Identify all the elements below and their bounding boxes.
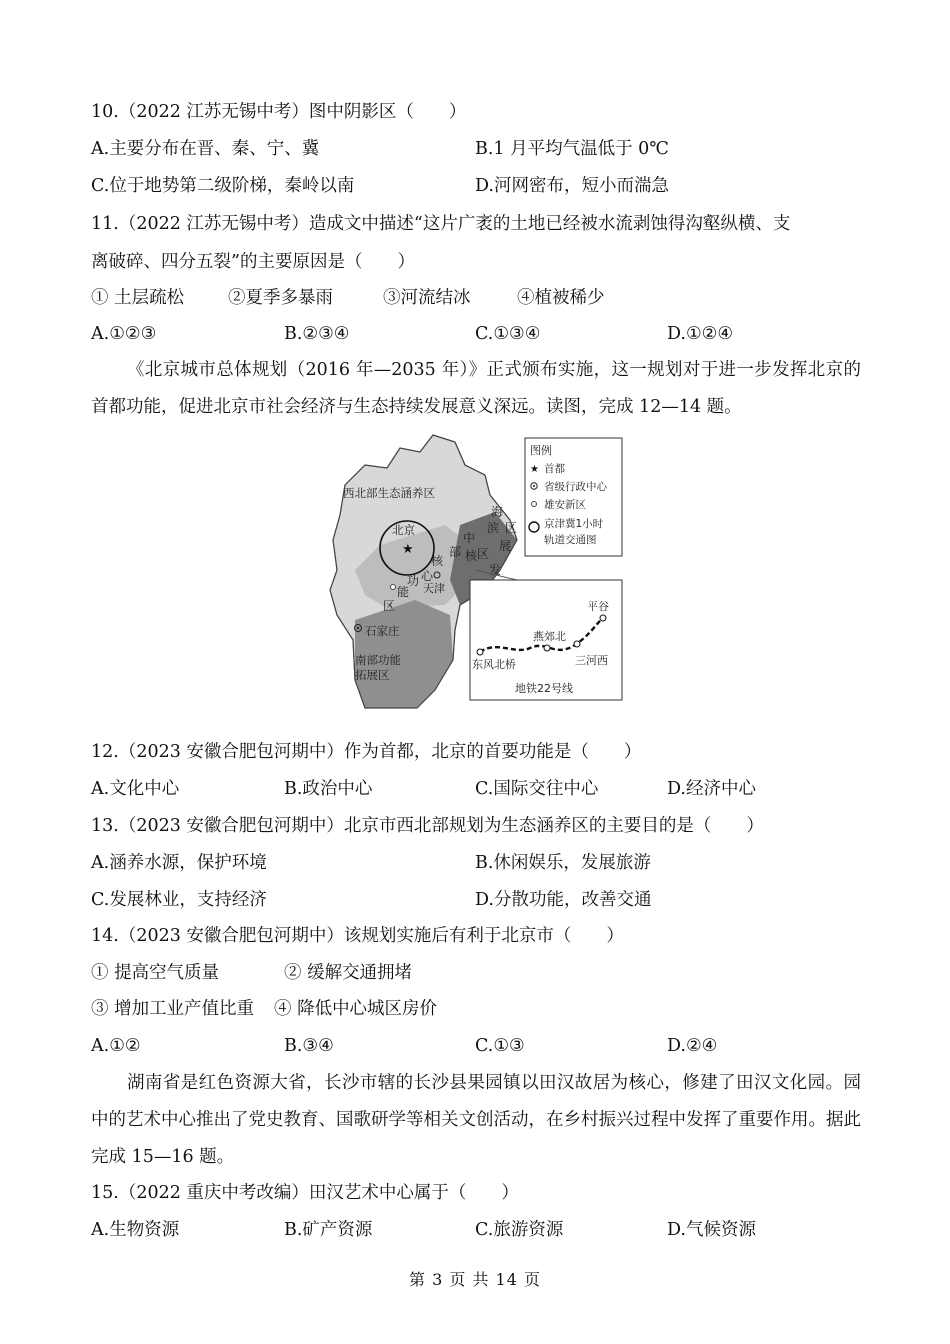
q11-stem-line1: 11.（2022 江苏无锡中考）造成文中描述“这片广袤的土地已经被水流剥蚀得沟壑纵横、支: [91, 214, 791, 234]
q13-stem: 13.（2023 安徽合肥包河期中）北京市西北部规划为生态涵养区的主要目的是（ ）: [91, 816, 764, 836]
q11-option-d: D.①②④: [667, 324, 734, 344]
label-coast-5: 展: [499, 539, 512, 553]
q11-statement-4: ④植被稀少: [517, 288, 605, 308]
inset-caption: 地铁22号线: [515, 682, 573, 695]
q14-stem: 14.（2023 安徽合肥包河期中）该规划实施后有利于北京市（ ）: [91, 926, 624, 946]
intro-12-14: 《北京城市总体规划（2016 年—2035 年）》正式颁布实施，这一规划对于进一步发挥北京的首都功能，促进北京市社会经济与生态持续发展意义深远。读图，完成 12—14 题。: [91, 360, 861, 417]
q15-option-a: A.生物资源: [91, 1220, 180, 1240]
q15-stem: 15.（2022 重庆中考改编）田汉艺术中心属于（ ）: [91, 1183, 519, 1203]
label-core-5: 区: [383, 599, 396, 613]
q11-stem-line2: 离破碎、四分五裂”的主要原因是（ ）: [91, 252, 415, 272]
inset-sanhexi: 三河西: [575, 654, 608, 667]
q14-option-d: D.②④: [667, 1036, 718, 1056]
label-tianjin: 天津: [423, 582, 445, 595]
label-beijing: 北京: [392, 523, 415, 537]
label-core-4: 能: [397, 585, 410, 599]
inset-dongfengbeiqiao: 东风北桥: [472, 658, 516, 671]
q12-stem: 12.（2023 安徽合肥包河期中）作为首都，北京的首要功能是（ ）: [91, 742, 642, 762]
q14-statement-2: ② 缓解交通拥堵: [284, 963, 413, 983]
label-central-2: 部: [449, 545, 462, 559]
legend-star-icon: ★: [530, 464, 539, 475]
q11-option-b: B.②③④: [284, 324, 350, 344]
inset-yanjiaobei: 燕郊北: [533, 630, 566, 643]
q13-option-d: D.分散功能，改善交通: [475, 890, 652, 910]
q14-statement-4: ④ 降低中心城区房价: [274, 999, 438, 1019]
legend-xiongan: 雄安新区: [544, 499, 586, 511]
q11-option-a: A.①②③: [91, 324, 157, 344]
page-footer: 第 3 页 共 14 页: [409, 1270, 541, 1289]
beijing-planning-map: [325, 430, 625, 710]
legend-title: 图例: [530, 444, 552, 457]
q14-option-b: B.③④: [284, 1036, 334, 1056]
q12-option-c: C.国际交往中心: [475, 779, 599, 799]
q13-option-c: C.发展林业，支持经济: [91, 890, 267, 910]
inset-pinggu: 平谷: [587, 600, 609, 613]
label-coast-2: 海: [491, 505, 504, 519]
label-shijiazhuang: 石家庄: [365, 624, 400, 638]
label-core-1: 核: [431, 554, 444, 568]
label-coast-1: 滨: [487, 521, 500, 535]
xiongan-marker-icon: [391, 585, 396, 590]
q15-option-d: D.气候资源: [667, 1220, 756, 1240]
q13-option-b: B.休闲娱乐，发展旅游: [475, 853, 651, 873]
legend-circle-2: 轨道交通图: [544, 534, 597, 546]
label-coast-4: 发: [489, 563, 502, 577]
label-central-1: 中: [463, 531, 476, 545]
q12-option-d: D.经济中心: [667, 779, 756, 799]
q11-statement-2: ②夏季多暴雨: [228, 288, 333, 308]
label-nw-zone: 西北部生态涵养区: [343, 486, 435, 500]
legend-provincial: 省级行政中心: [544, 481, 607, 493]
legend-circle-1: 京津冀1小时: [544, 518, 604, 530]
legend-capital: 首都: [544, 463, 565, 475]
q13-option-a: A.涵养水源，保护环境: [91, 853, 267, 873]
q15-option-b: B.矿产资源: [284, 1220, 373, 1240]
label-south-2: 拓展区: [355, 668, 390, 682]
q14-statement-3: ③ 增加工业产值比重: [91, 999, 255, 1019]
q10-stem: 10.（2022 江苏无锡中考）图中阴影区（ ）: [91, 102, 467, 122]
q15-option-c: C.旅游资源: [475, 1220, 564, 1240]
q10-option-d: D.河网密布，短小而湍急: [475, 176, 669, 196]
q12-option-b: B.政治中心: [284, 779, 373, 799]
label-central-3: 核: [465, 549, 478, 563]
q10-option-b: B.1 月平均气温低于 0℃: [475, 139, 669, 159]
q11-statement-3: ③河流结冰: [383, 288, 471, 308]
q14-option-a: A.①②: [91, 1036, 141, 1056]
label-south-1: 南部功能: [355, 653, 401, 667]
q14-option-c: C.①③: [475, 1036, 525, 1056]
label-core-2: 心: [421, 569, 434, 583]
q11-statement-1: ① 土层疏松: [91, 288, 185, 308]
label-coast-3: 区: [505, 521, 518, 535]
q10-option-a: A.主要分布在晋、秦、宁、冀: [91, 139, 320, 159]
label-core-3: 功: [407, 574, 420, 588]
q12-option-a: A.文化中心: [91, 779, 180, 799]
q11-option-c: C.①③④: [475, 324, 541, 344]
intro-15-16: 湖南省是红色资源大省，长沙市辖的长沙县果园镇以田汉故居为核心，修建了田汉文化园。园中的艺术中心推出了党史教育、国歌研学等相关文创活动，在乡村振兴过程中发挥了重要作用。据此完成 15—16 题。: [91, 1073, 861, 1167]
q10-option-c: C.位于地势第二级阶梯，秦岭以南: [91, 176, 355, 196]
label-coast-6: 区: [477, 547, 490, 561]
q14-statement-1: ① 提高空气质量: [91, 963, 220, 983]
capital-star-icon: ★: [402, 542, 414, 557]
